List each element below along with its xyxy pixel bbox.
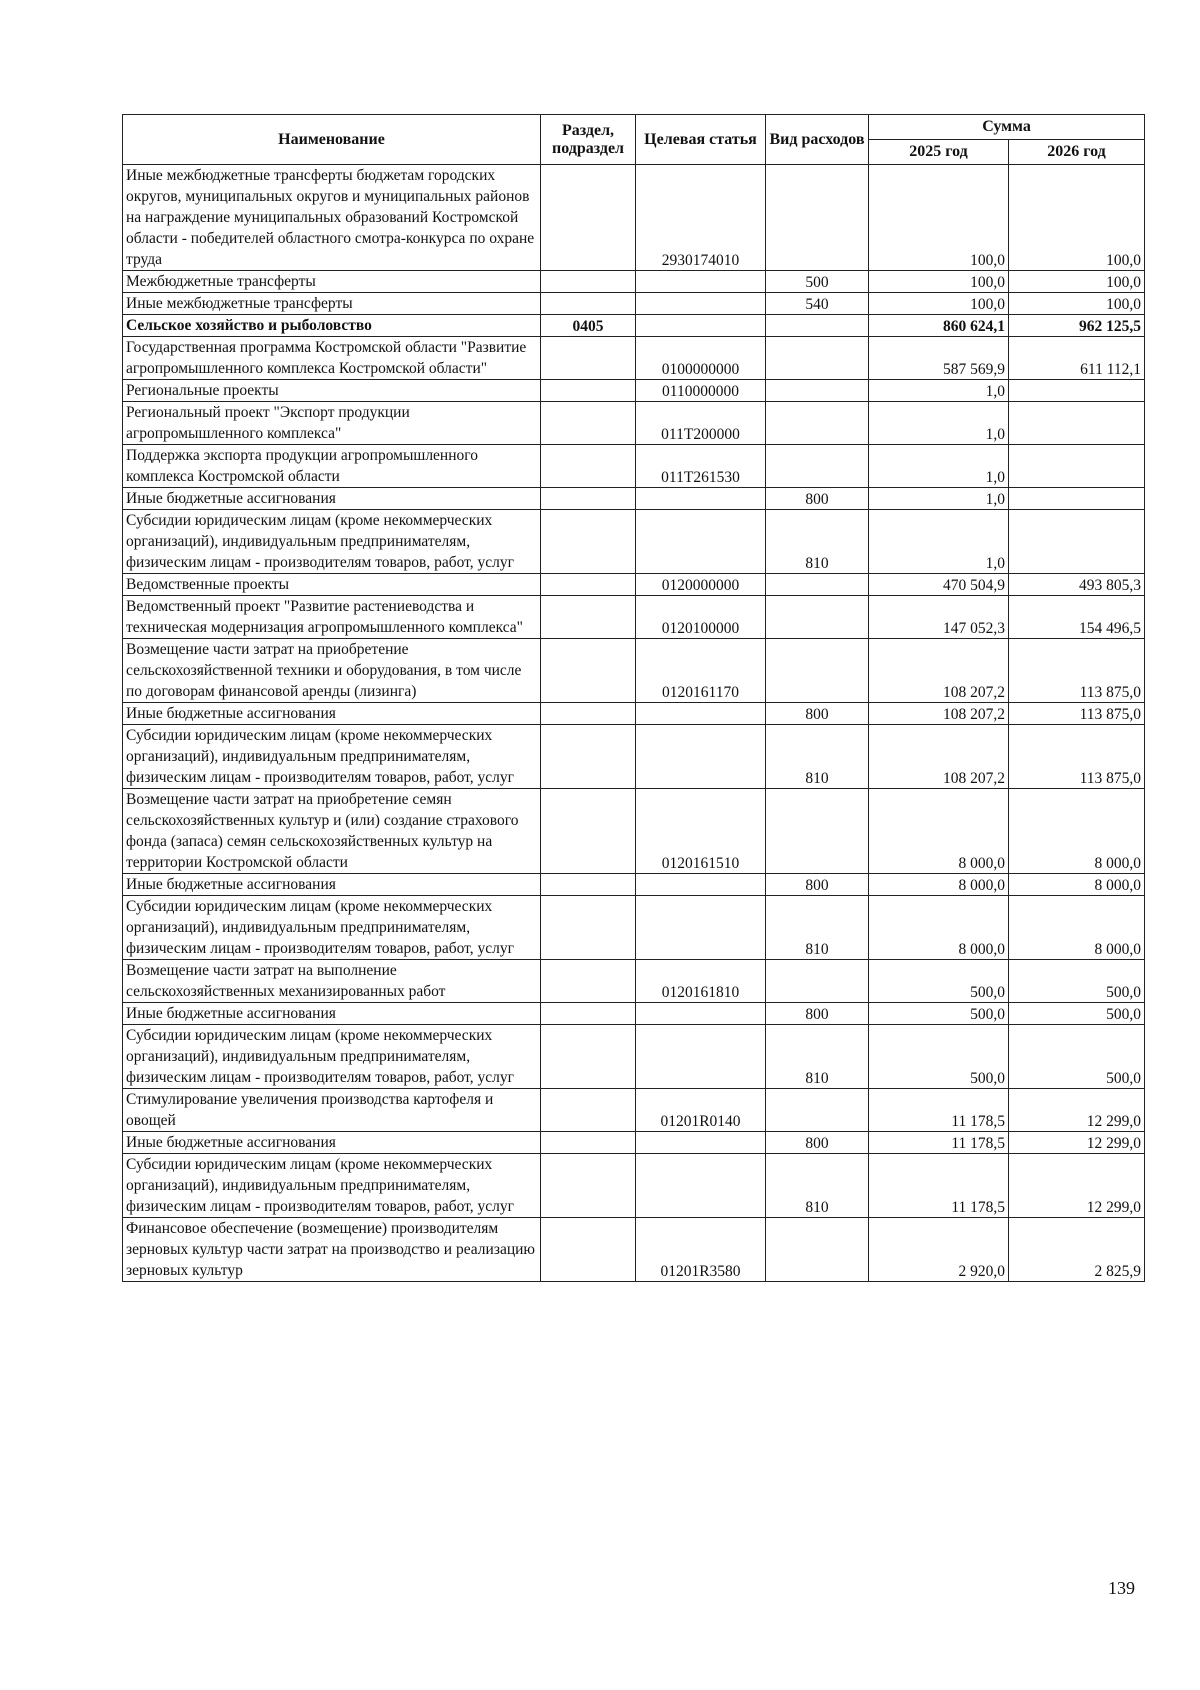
- row-2025-cell: 108 207,2: [869, 725, 1009, 789]
- row-2026-cell: [1009, 402, 1145, 445]
- row-article-cell: 0120161510: [636, 789, 766, 874]
- row-article-cell: 0120161170: [636, 639, 766, 703]
- header-section: Раздел, подраздел: [541, 115, 636, 165]
- table-row: [123, 960, 1145, 1003]
- row-article-cell: 011Т261530: [636, 445, 766, 488]
- row-2026-cell: 12 299,0: [1009, 1089, 1145, 1132]
- row-name-cell: Субсидии юридическим лицам (кроме некоммерческих организаций), индивидуальным предпринимателям, физическим лицам - производителям товаров, работ, услуг: [123, 510, 541, 574]
- row-article-cell: [636, 488, 766, 510]
- row-section-cell: [541, 789, 636, 874]
- row-article-cell: [636, 896, 766, 960]
- table-row: [123, 1218, 1145, 1282]
- table-body: [123, 165, 1145, 1282]
- row-2025-cell: 100,0: [869, 271, 1009, 293]
- row-2026-cell: [1009, 445, 1145, 488]
- row-2025-cell: 147 052,3: [869, 596, 1009, 639]
- row-2026-cell: 611 112,1: [1009, 337, 1145, 380]
- row-2025-cell: 1,0: [869, 510, 1009, 574]
- row-name-cell: Региональные проекты: [123, 380, 541, 402]
- row-2025-cell: 11 178,5: [869, 1154, 1009, 1218]
- row-2026-cell: 113 875,0: [1009, 725, 1145, 789]
- row-2025-cell: 500,0: [869, 960, 1009, 1003]
- table-row: [123, 574, 1145, 596]
- row-2025-cell: 1,0: [869, 402, 1009, 445]
- row-section-cell: 0405: [541, 315, 636, 337]
- table-row: [123, 445, 1145, 488]
- row-2025-cell: 100,0: [869, 293, 1009, 315]
- row-article-cell: [636, 1003, 766, 1025]
- row-article-cell: [636, 1132, 766, 1154]
- row-kind-cell: [766, 165, 869, 271]
- table-row: [123, 1089, 1145, 1132]
- row-2026-cell: 113 875,0: [1009, 703, 1145, 725]
- header-sum: Сумма: [869, 115, 1145, 140]
- row-kind-cell: 800: [766, 1132, 869, 1154]
- row-2025-cell: 8 000,0: [869, 896, 1009, 960]
- row-kind-cell: 810: [766, 896, 869, 960]
- row-article-cell: [636, 315, 766, 337]
- header-article: Целевая статья: [636, 115, 766, 165]
- row-2026-cell: 8 000,0: [1009, 896, 1145, 960]
- row-name-cell: Возмещение части затрат на выполнение сельскохозяйственных механизированных работ: [123, 960, 541, 1003]
- row-2025-cell: 860 624,1: [869, 315, 1009, 337]
- row-section-cell: [541, 380, 636, 402]
- row-kind-cell: [766, 1218, 869, 1282]
- budget-table: [122, 114, 1145, 1282]
- row-article-cell: [636, 293, 766, 315]
- row-kind-cell: [766, 380, 869, 402]
- row-2025-cell: 1,0: [869, 380, 1009, 402]
- row-2025-cell: 2 920,0: [869, 1218, 1009, 1282]
- row-section-cell: [541, 402, 636, 445]
- row-kind-cell: 810: [766, 1025, 869, 1089]
- row-name-cell: Сельское хозяйство и рыболовство: [123, 315, 541, 337]
- row-kind-cell: 540: [766, 293, 869, 315]
- row-2025-cell: 587 569,9: [869, 337, 1009, 380]
- row-2026-cell: 154 496,5: [1009, 596, 1145, 639]
- row-2025-cell: 100,0: [869, 165, 1009, 271]
- row-section-cell: [541, 337, 636, 380]
- row-kind-cell: [766, 639, 869, 703]
- row-article-cell: 01201R3580: [636, 1218, 766, 1282]
- row-kind-cell: 800: [766, 1003, 869, 1025]
- row-article-cell: 0120100000: [636, 596, 766, 639]
- row-section-cell: [541, 1132, 636, 1154]
- row-section-cell: [541, 488, 636, 510]
- row-section-cell: [541, 960, 636, 1003]
- row-name-cell: Региональный проект "Экспорт продукции агропромышленного комплекса": [123, 402, 541, 445]
- row-article-cell: [636, 725, 766, 789]
- row-name-cell: Иные бюджетные ассигнования: [123, 703, 541, 725]
- row-article-cell: [636, 1154, 766, 1218]
- row-2025-cell: 8 000,0: [869, 789, 1009, 874]
- row-section-cell: [541, 165, 636, 271]
- row-kind-cell: 500: [766, 271, 869, 293]
- table-row: [123, 789, 1145, 874]
- table-row: [123, 165, 1145, 271]
- row-section-cell: [541, 725, 636, 789]
- row-article-cell: 01201R0140: [636, 1089, 766, 1132]
- table-row: [123, 380, 1145, 402]
- row-name-cell: Возмещение части затрат на приобретение семян сельскохозяйственных культур и (или) создание страхового фонда (запаса) семян сельскохозяйственных культур на территории Костромской области: [123, 789, 541, 874]
- row-2026-cell: 100,0: [1009, 165, 1145, 271]
- table-row: [123, 1025, 1145, 1089]
- row-name-cell: Межбюджетные трансферты: [123, 271, 541, 293]
- table-row: [123, 510, 1145, 574]
- table-row: [123, 488, 1145, 510]
- row-2025-cell: 1,0: [869, 445, 1009, 488]
- row-section-cell: [541, 510, 636, 574]
- row-kind-cell: [766, 337, 869, 380]
- row-section-cell: [541, 574, 636, 596]
- header-2026: 2026 год: [1009, 140, 1145, 165]
- row-2025-cell: 11 178,5: [869, 1089, 1009, 1132]
- row-name-cell: Возмещение части затрат на приобретение сельскохозяйственной техники и оборудования, в том числе по договорам финансовой аренды (лизинга): [123, 639, 541, 703]
- row-section-cell: [541, 896, 636, 960]
- row-name-cell: Ведомственные проекты: [123, 574, 541, 596]
- row-kind-cell: [766, 789, 869, 874]
- row-section-cell: [541, 703, 636, 725]
- table-header: [123, 115, 1145, 165]
- header-name: Наименование: [123, 115, 541, 165]
- row-2026-cell: 8 000,0: [1009, 789, 1145, 874]
- header-2025: 2025 год: [869, 140, 1009, 165]
- page-number: 139: [1108, 1578, 1135, 1598]
- row-article-cell: 2930174010: [636, 165, 766, 271]
- row-kind-cell: [766, 315, 869, 337]
- row-section-cell: [541, 1154, 636, 1218]
- row-kind-cell: 800: [766, 488, 869, 510]
- row-section-cell: [541, 445, 636, 488]
- row-name-cell: Стимулирование увеличения производства картофеля и овощей: [123, 1089, 541, 1132]
- table-row: [123, 1154, 1145, 1218]
- row-name-cell: Субсидии юридическим лицам (кроме некоммерческих организаций), индивидуальным предпринимателям, физическим лицам - производителям товаров, работ, услуг: [123, 1025, 541, 1089]
- table-row: [123, 271, 1145, 293]
- row-name-cell: Поддержка экспорта продукции агропромышленного комплекса Костромской области: [123, 445, 541, 488]
- row-2026-cell: 12 299,0: [1009, 1154, 1145, 1218]
- row-2026-cell: 500,0: [1009, 1025, 1145, 1089]
- row-name-cell: Государственная программа Костромской области "Развитие агропромышленного комплекса Костромской области": [123, 337, 541, 380]
- row-kind-cell: [766, 574, 869, 596]
- row-2026-cell: [1009, 510, 1145, 574]
- row-2026-cell: 500,0: [1009, 1003, 1145, 1025]
- row-name-cell: Ведомственный проект "Развитие растениеводства и техническая модернизация агропромышленного комплекса": [123, 596, 541, 639]
- row-2025-cell: 108 207,2: [869, 703, 1009, 725]
- row-2026-cell: 8 000,0: [1009, 874, 1145, 896]
- row-kind-cell: 800: [766, 874, 869, 896]
- table-row: [123, 402, 1145, 445]
- row-article-cell: [636, 874, 766, 896]
- row-2026-cell: [1009, 380, 1145, 402]
- row-2025-cell: 500,0: [869, 1003, 1009, 1025]
- table-row: [123, 337, 1145, 380]
- row-kind-cell: 810: [766, 510, 869, 574]
- row-name-cell: Иные бюджетные ассигнования: [123, 1003, 541, 1025]
- row-2026-cell: 493 805,3: [1009, 574, 1145, 596]
- row-section-cell: [541, 874, 636, 896]
- row-2025-cell: 1,0: [869, 488, 1009, 510]
- table-row: [123, 639, 1145, 703]
- row-article-cell: [636, 1025, 766, 1089]
- row-kind-cell: [766, 402, 869, 445]
- row-2025-cell: 8 000,0: [869, 874, 1009, 896]
- row-section-cell: [541, 1218, 636, 1282]
- header-kind: Вид расходов: [766, 115, 869, 165]
- row-2026-cell: 962 125,5: [1009, 315, 1145, 337]
- row-2026-cell: 12 299,0: [1009, 1132, 1145, 1154]
- row-article-cell: 011Т200000: [636, 402, 766, 445]
- row-article-cell: 0110000000: [636, 380, 766, 402]
- row-kind-cell: 810: [766, 725, 869, 789]
- row-section-cell: [541, 293, 636, 315]
- row-kind-cell: [766, 445, 869, 488]
- row-2026-cell: 113 875,0: [1009, 639, 1145, 703]
- row-article-cell: 0100000000: [636, 337, 766, 380]
- row-article-cell: [636, 271, 766, 293]
- row-kind-cell: 800: [766, 703, 869, 725]
- row-section-cell: [541, 639, 636, 703]
- row-2026-cell: 100,0: [1009, 293, 1145, 315]
- row-name-cell: Иные бюджетные ассигнования: [123, 874, 541, 896]
- row-name-cell: Субсидии юридическим лицам (кроме некоммерческих организаций), индивидуальным предпринимателям, физическим лицам - производителям товаров, работ, услуг: [123, 725, 541, 789]
- row-article-cell: 0120000000: [636, 574, 766, 596]
- table-row: [123, 725, 1145, 789]
- row-name-cell: Иные межбюджетные трансферты бюджетам городских округов, муниципальных округов и муниципальных районов на награждение муниципальных образований Костромской области - победителей областного смотра-конкурса по охране труда: [123, 165, 541, 271]
- row-kind-cell: [766, 596, 869, 639]
- table-row: [123, 315, 1145, 337]
- row-name-cell: Субсидии юридическим лицам (кроме некоммерческих организаций), индивидуальным предпринимателям, физическим лицам - производителям товаров, работ, услуг: [123, 1154, 541, 1218]
- row-name-cell: Финансовое обеспечение (возмещение) производителям зерновых культур части затрат на производство и реализацию зерновых культур: [123, 1218, 541, 1282]
- row-2026-cell: [1009, 488, 1145, 510]
- row-name-cell: Иные бюджетные ассигнования: [123, 488, 541, 510]
- row-2025-cell: 11 178,5: [869, 1132, 1009, 1154]
- row-2025-cell: 500,0: [869, 1025, 1009, 1089]
- row-kind-cell: [766, 1089, 869, 1132]
- row-2026-cell: 2 825,9: [1009, 1218, 1145, 1282]
- table-row: [123, 874, 1145, 896]
- row-name-cell: Иные бюджетные ассигнования: [123, 1132, 541, 1154]
- row-2026-cell: 100,0: [1009, 271, 1145, 293]
- row-section-cell: [541, 596, 636, 639]
- row-article-cell: 0120161810: [636, 960, 766, 1003]
- table-row: [123, 596, 1145, 639]
- table-row: [123, 1132, 1145, 1154]
- table-row: [123, 896, 1145, 960]
- row-section-cell: [541, 1089, 636, 1132]
- row-name-cell: Субсидии юридическим лицам (кроме некоммерческих организаций), индивидуальным предпринимателям, физическим лицам - производителям товаров, работ, услуг: [123, 896, 541, 960]
- table-row: [123, 293, 1145, 315]
- table-row: [123, 1003, 1145, 1025]
- table-row: [123, 703, 1145, 725]
- row-article-cell: [636, 703, 766, 725]
- row-article-cell: [636, 510, 766, 574]
- row-2026-cell: 500,0: [1009, 960, 1145, 1003]
- row-section-cell: [541, 1003, 636, 1025]
- row-2025-cell: 470 504,9: [869, 574, 1009, 596]
- row-section-cell: [541, 271, 636, 293]
- row-2025-cell: 108 207,2: [869, 639, 1009, 703]
- row-name-cell: Иные межбюджетные трансферты: [123, 293, 541, 315]
- row-kind-cell: 810: [766, 1154, 869, 1218]
- row-section-cell: [541, 1025, 636, 1089]
- row-kind-cell: [766, 960, 869, 1003]
